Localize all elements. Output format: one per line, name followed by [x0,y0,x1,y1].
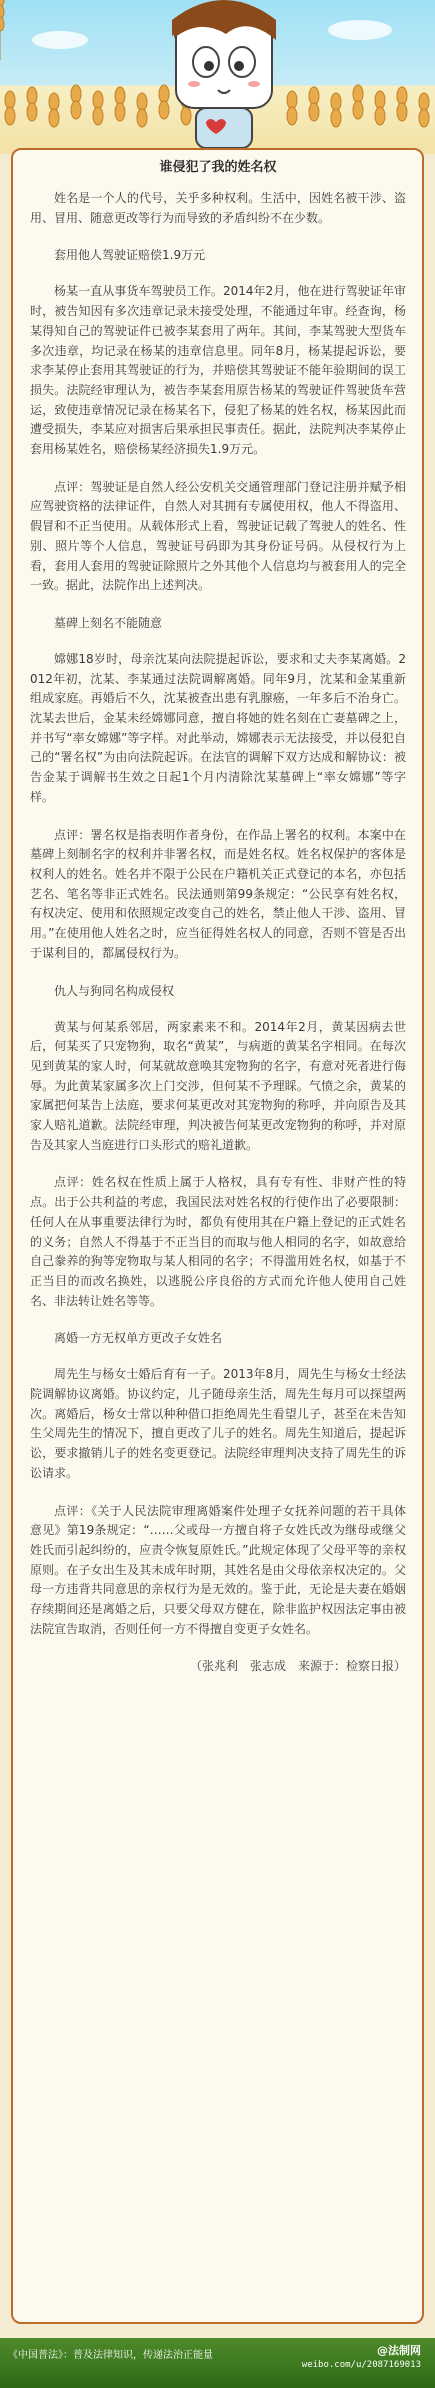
footer-bar [0,2338,435,2388]
section-heading: 仇人与狗同名构成侵权 [54,983,175,998]
section-comment: 点评：姓名权在性质上属于人格权，具有专有性、非财产性的特点。出于公共利益的考虑，我国民法对姓名权的行使作出了必要限制：任何人在从事重要法律行为时，都负有使用其在户籍上登记的正式姓名的义务；自然人不得基于不正当目的而取与他人相同的名字，如故意给自己豢养的狗等宠物取与某人相同的名字；不得滥用姓名权，如基于不正当目的而改名换姓，以逃脱公序良俗的方式而允许他人使用自己姓名、非法转让姓名等等。 [30,1175,406,1308]
section-paragraph: 周先生与杨女士婚后育有一子。2013年8月，周先生与杨女士经法院调解协议离婚。协议约定，儿子随母亲生活，周先生每月可以探望两次。离婚后，杨女士常以种种借口拒绝周先生看望儿子，甚至在未告知生父周先生的情况下，擅自更改了儿子的姓名。周先生知道后，提起诉讼，要求撤销儿子的姓名变更登记。法院经审理判决支持了周先生的诉讼请求。 [30,1367,406,1480]
section-comment: 点评：署名权是指表明作者身份，在作品上署名的权利。本案中在墓碑上刻制名字的权利并非署名权，而是姓名权。姓名权保护的客体是权利人的姓名。姓名并不限于公民在户籍机关正式登记的本名，亦包括艺名、笔名等非正式姓名。民法通则第99条规定：“公民享有姓名权，有权决定、使用和依照规定改变自己的姓名，禁止他人干涉、盗用、冒用。”在使用他人姓名之时，应当征得姓名权人的同意，否则不管是否出于谋利目的，都属侵权行为。 [30,827,406,960]
article-signature: （张兆利 张志成 来源于：检察日报） [189,1659,406,1674]
article-title: 谁侵犯了我的姓名权 [159,160,277,175]
section-paragraph: 杨某一直从事货车驾驶员工作。2014年2月，他在进行驾驶证年审时，被告知因有多次违章记录未接受处理，不能通过年审。经查询，杨某得知自己的驾驶证件已被李某套用了两年。其间，李某驾驶大型货车多次违章，均记录在杨某的违章信息里。同年8月，杨某提起诉讼，要求李某停止套用其驾驶证的行为，并赔偿其驾驶证不能年验期间的误工损失。法院经审理认为，被告李某套用原告杨某的驾驶证件驾驶货车营运，致使违章情况记录在杨某名下，侵犯了杨某的姓名权，杨某因此而遭受损失，李某应对损害后果承担民事责任。据此，法院判决李某停止套用杨某姓名，赔偿杨某经济损失1.9万元。 [30,284,406,457]
section-heading: 套用他人驾驶证赔偿1.9万元 [54,248,206,263]
footer-weibo-link[interactable]: weibo.com/u/2087169013 [301,2360,421,2370]
header-banner [0,0,435,154]
section-heading: 离婚一方无权单方更改子女姓名 [54,1331,223,1346]
section-comment: 点评：《关于人民法院审理离婚案件处理子女抚养问题的若干具体意见》第19条规定：“……父或母一方擅自将子女姓氏改为继母或继父姓氏而引起纠纷的，应责令恢复原姓氏。”此规定体现了父母平等的亲权原则。在子女出生及其未成年时期，其姓名是由父母依亲权决定的。父母一方违背共同意思的亲权行为是无效的。鉴于此，无论是夫妻在婚姻存续期间还是离婚之后，只要父母双方健在，除非监护权因法定事由被法院宣告取消，否则任何一方不得擅自变更子女姓名。 [30,1503,406,1636]
footer-brand[interactable]: @法制网 [377,2344,421,2357]
article-intro: 姓名是一个人的代号，关乎多种权利。生活中，因姓名被干涉、盗用、冒用、随意更改等行为而导致的矛盾纠纷不在少数。 [30,191,406,225]
section-comment: 点评：驾驶证是自然人经公安机关交通管理部门登记注册并赋予相应驾驶资格的法律证件，自然人对其拥有专属使用权，他人不得盗用、假冒和不正当使用。从载体形式上看，驾驶证记载了驾驶人的姓名、性别、照片等个人信息，驾驶证号码即为其身份证号码。从侵权行为上看，套用人套用的驾驶证除照片之外其他个人信息均与被套用人的完全一致。据此，法院作出上述判决。 [30,479,406,593]
section-paragraph: 黄某与何某系邻居，两家素来不和。2014年2月，黄某因病去世后，何某买了只宠物狗，取名“黄某”，与病逝的黄某名字相同。在每次见到黄某的家人时，何某就故意唤其宠物狗的名字，有意对死者进行侮辱。为此黄某家属多次上门交涉，但何某不予理睬。气愤之余，黄某的家属把何某告上法庭，要求何某更改对其宠物狗的称呼，并向原告及其家人赔礼道歉。法院经审理，判决被告何某更改宠物狗的称呼，并对原告及其家人当庭进行口头形式的赔礼道歉。 [30,1019,406,1152]
banner-illustration [0,0,435,154]
article-body [30,156,406,1695]
footer-slogan: 《中国普法》：普及法律知识，传递法治正能量 [8,2350,213,2361]
cartoon-boy-icon [172,0,276,148]
wheat-field-icon [0,0,4,60]
section-paragraph: 嫦娜18岁时，母亲沈某向法院提起诉讼，要求和丈夫李某离婚。2012年初，沈某、李某通过法院调解离婚。同年9月，沈某和金某重新组成家庭。再婚后不久，沈某被查出患有乳腺癌，一年多后不治身亡。沈某去世后，金某未经嫦娜同意，擅自将她的姓名刻在亡妻墓碑之上，并书写“率女嫦娜”等字样。对此举动，嫦娜表示无法接受，并以侵犯自己的“署名权”为由向法院起诉。在法官的调解下双方达成和解协议：被告金某于调解书生效之日起1个月内清除沈某墓碑上“率女嫦娜”等字样。 [30,651,406,804]
section-heading: 墓碑上刻名不能随意 [54,615,163,630]
